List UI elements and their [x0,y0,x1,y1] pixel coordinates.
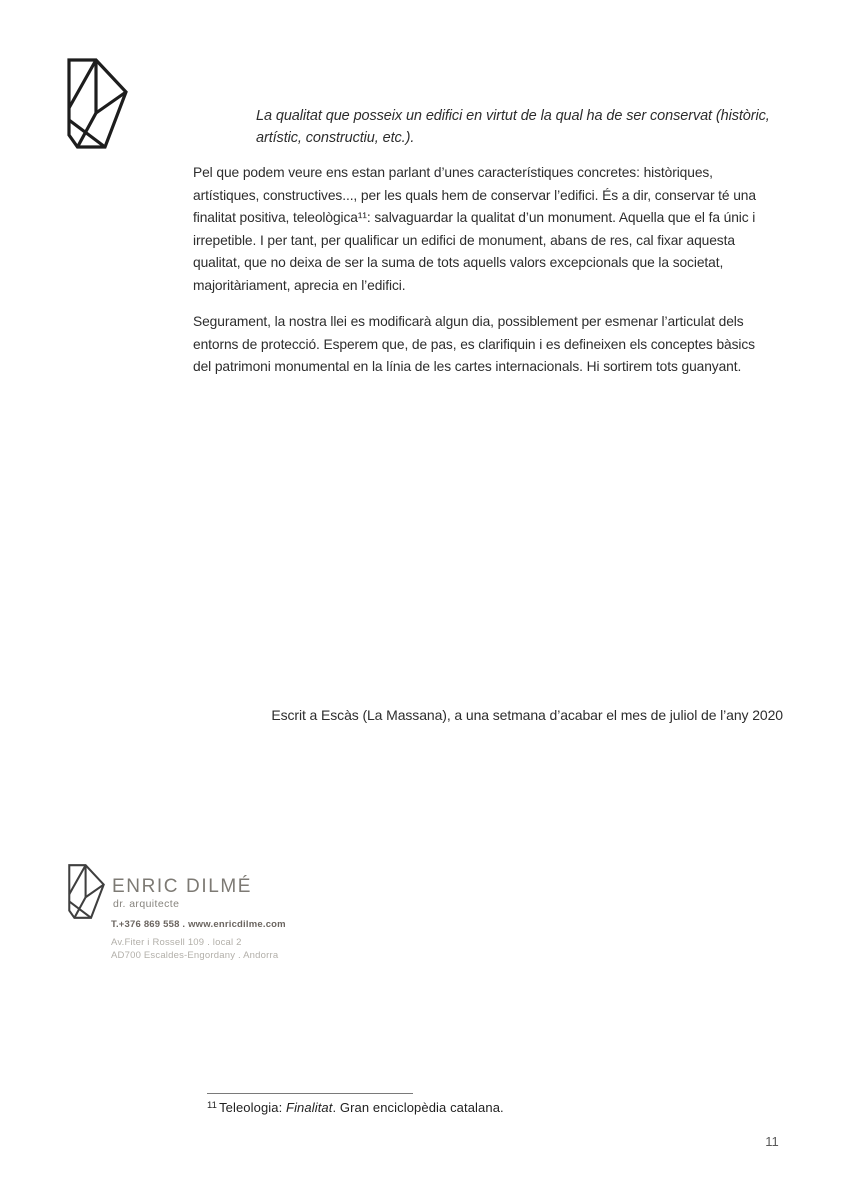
footnote-label: Teleologia: [219,1100,287,1115]
dilme-logo-footer-icon [66,864,107,919]
brand-name: ENRIC DILMÉ [112,876,253,897]
footnote-rest: . Gran enciclopèdia catalana. [332,1100,504,1115]
footnote-divider [207,1093,413,1094]
body-text [193,162,771,393]
brand-title: dr. arquitecte [113,898,180,910]
paragraph: Segurament, la nostra llei es modificarà algun dia, possiblement per esmenar l’articulat dels entorns de protecció. Esperem que, de pas, es clarifiquin i es defineixen els conceptes bàsics del patrimoni monumental en la línia de les cartes internacionals. Hi sortirem tots guanyant. [193,314,755,374]
brand-address-line1: Av.Fiter i Rossell 109 . local 2 [111,937,242,948]
dilme-logo-icon [67,58,128,149]
paragraph: Pel que podem veure ens estan parlant d’unes característiques concretes: històriques, artístiques, constructives..., per les quals hem de conservar l’edifici. És a dir, conservar té una finalitat positiva, teleològica¹¹: salvaguardar la qualitat d’un monument. Aquella que el fa únic i irrepetible. I per tant, per qualificar un edifici de monument, abans de res, cal fixar aquesta qualitat, que no deixa de ser la suma de tots aquells valors excepcionals que la societat, majoritàriament, aprecia en l’edifici. [193,165,756,293]
brand-address-line2: AD700 Escaldes-Engordany . Andorra [111,949,279,961]
block-quote: La qualitat que posseix un edifici en virtut de la qual ha de ser conservat (històric, artístic, constructiu, etc.). [256,108,770,146]
page-number: 11 [765,1134,779,1149]
footnote-term: Finalitat [286,1100,333,1115]
brand-address [111,937,278,962]
footnote [207,1100,607,1115]
brand-contact-line: T.+376 869 558 . www.enricdilme.com [111,919,286,930]
dateline: Escrit a Escàs (La Massana), a una setmana d’acabar el mes de juliol de l’any 2020 [271,707,783,723]
footnote-marker: 11 [207,1100,218,1111]
